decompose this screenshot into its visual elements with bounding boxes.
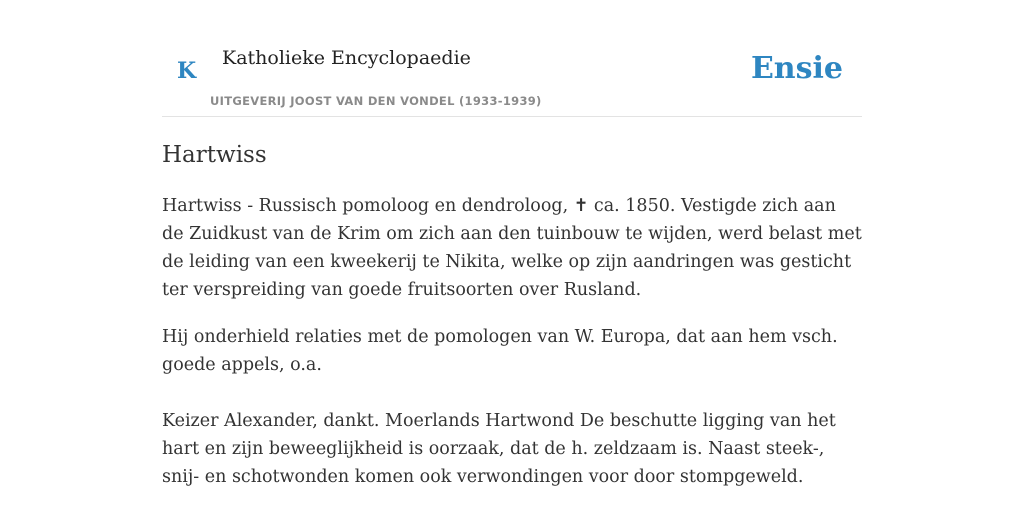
- article-paragraph-3: Keizer Alexander, dankt. Moerlands Hartwond De beschutte ligging van het hart en zijn beweeglijkheid is oorzaak, dat de h. zeldzaam is. Naast steek-, snij- en schotwonden komen ook verwondingen voor door stompgeweld.: [162, 411, 836, 487]
- publisher-label: UITGEVERIJ JOOST VAN DEN VONDEL (1933-1939): [210, 94, 542, 108]
- site-title-link[interactable]: Katholieke Encyclopaedie: [222, 47, 471, 69]
- site-header: [162, 0, 862, 117]
- article-paragraph-2: Hij onderhield relaties met de pomologen van W. Europa, dat aan hem vsch. goede appels, o.a.: [162, 327, 838, 375]
- encyclopedia-logo[interactable]: K: [177, 58, 197, 84]
- article-paragraph-1: Hartwiss - Russisch pomoloog en dendroloog, ✝ ca. 1850. Vestigde zich aan de Zuidkust van de Krim om zich aan den tuinbouw te wijden, werd belast met de leiding van een kweekerij te Nikita, welke op zijn aandringen was gesticht ter verspreiding van goede fruitsoorten over Rusland.: [162, 196, 862, 300]
- ensie-brand-logo[interactable]: Ensie: [750, 51, 843, 86]
- article-content: [162, 140, 862, 491]
- article-title: Hartwiss: [162, 142, 267, 168]
